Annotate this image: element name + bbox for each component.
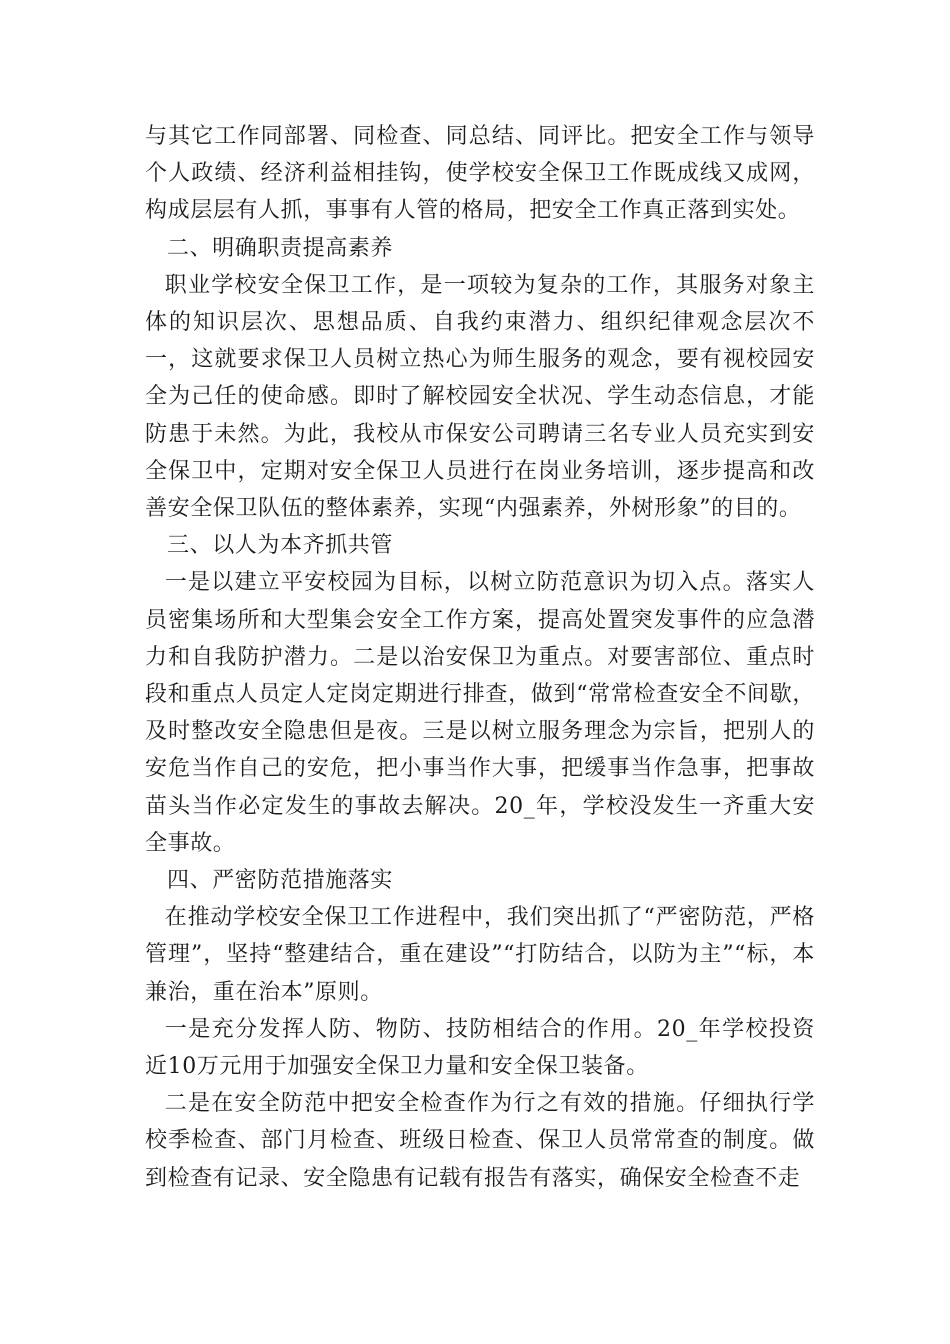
body-paragraph: 二是在安全防范中把安全检查作为行之有效的措施。仔细执行学校季检查、部门月检查、班级日检查、保卫人员常常查的制度。做到检查有记录、安全隐患有记载有报告有落实，确保安全检查不走 (145, 1091, 815, 1191)
body-paragraph: 在推动学校安全保卫工作进程中，我们突出抓了“严密防范，严格管理”，坚持“整建结合，重在建设”“打防结合，以防为主”“标，本兼治，重在治本”原则。 (145, 905, 815, 1005)
section-heading: 四、严密防范措施落实 (167, 868, 394, 894)
section-heading: 三、以人为本齐抓共管 (167, 533, 394, 559)
body-paragraph: 一是以建立平安校园为目标，以树立防范意识为切入点。落实人员密集场所和大型集会安全工作方案，提高处置突发事件的应急潜力和自我防护潜力。二是以治安保卫为重点。对要害部位、重点时段和重点人员定人定岗定期进行排查，做到“常常检查安全不间歇，及时整改安全隐患但是夜。三是以树立服务理念为宗旨，把别人的安危当作自己的安危，把小事当作大事，把缓事当作急事，把事故苗头当作必定发生的事故去解决。20_年，学校没发生一齐重大安全事故。 (145, 570, 815, 856)
body-paragraph: 与其它工作同部署、同检查、同总结、同评比。把安全工作与领导个人政绩、经济利益相挂钩，使学校安全保卫工作既成线又成网，构成层层有人抓，事事有人管的格局，把安全工作真正落到实处。 (145, 124, 815, 224)
section-heading: 二、明确职责提高素养 (167, 235, 394, 261)
document-page (145, 118, 815, 1197)
body-paragraph: 职业学校安全保卫工作，是一项较为复杂的工作，其服务对象主体的知识层次、思想品质、自我约束潜力、组织纪律观念层次不一，这就要求保卫人员树立热心为师生服务的观念，要有视校园安全为己任的使命感。即时了解校园安全状况、学生动态信息，才能防患于未然。为此，我校从市保安公司聘请三名专业人员充实到安全保卫中，定期对安全保卫人员进行在岗业务培训，逐步提高和改善安全保卫队伍的整体素养，实现“内强素养，外树形象”的目的。 (145, 272, 815, 522)
body-paragraph: 一是充分发挥人防、物防、技防相结合的作用。20_年学校投资近10万元用于加强安全保卫力量和安全保卫装备。 (145, 1016, 815, 1080)
